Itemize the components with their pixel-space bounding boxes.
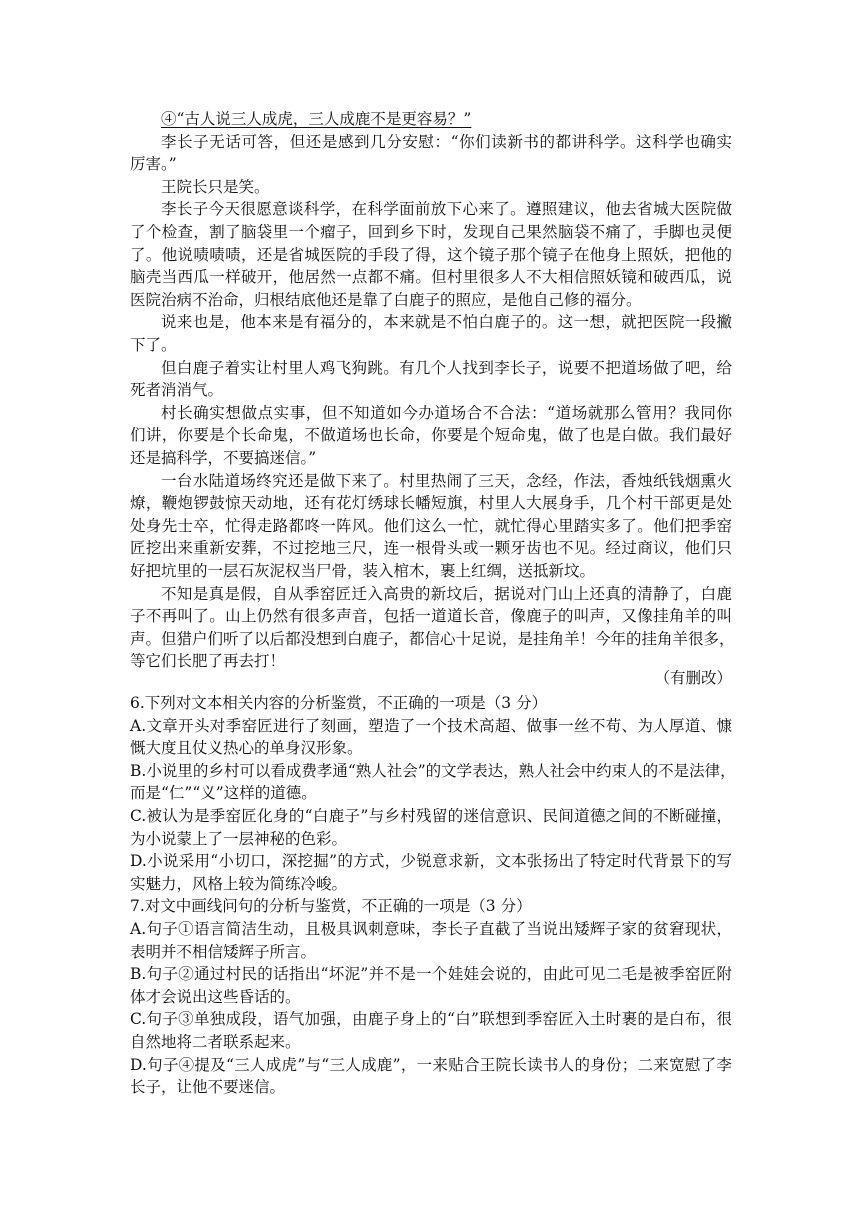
story-line (130, 108, 732, 130)
story-line: 燎，鞭炮锣鼓惊天动地，还有花灯绣球长幡短旗，村里人大展身手，几个村干部更是处 (130, 494, 732, 513)
story-line: 李长子无话可答，但还是感到几分安慰：“你们读新书的都讲科学。这科学也确实 (161, 132, 732, 151)
question-line: 长子，让他不要迷信。 (130, 1078, 286, 1097)
source-note: （有删改） (654, 669, 732, 687)
story-line: 了。他说啧啧啧，还是省城医院的手段了得，这个镜子那个镜子在他身上照妖，把他的 (130, 245, 732, 264)
story-line: 医院治病不治命，归根结底他还是靠了白鹿子的照应，是他自己修的福分。 (130, 290, 642, 309)
story-line: 脑壳当西瓜一样破开，他居然一点都不痛。但村里很多人不大相信照妖镜和破西瓜，说 (130, 268, 732, 287)
story-line: 等它们长肥了再去打！ (130, 652, 286, 671)
story-line: 匠挖出来重新安葬，不过挖地三尺，连一根骨头或一颗牙齿也不见。经过商议，他们只 (130, 539, 732, 558)
underlined-question: ④“古人说三人成虎，三人成鹿不是更容易？” (161, 110, 472, 128)
question-line: 而是“仁”“义”这样的道德。 (130, 784, 317, 803)
question-line: B.小说里的乡村可以看成费孝通“熟人社会”的文学表达，熟人社会中约束人的不是法律， (130, 761, 736, 780)
story-line: 厉害。” (130, 155, 177, 174)
question-line: 6.下列对文本相关内容的分析鉴赏，不正确的一项是（3 分） (130, 694, 548, 712)
question-line: B.句子②通过村民的话指出“坏泥”并不是一个娃娃会说的，由此可见二毛是被季窑匠附 (130, 965, 732, 984)
story-line: 死者消消气。 (130, 381, 224, 400)
story-line: 声。但猎户们听了以后都没想到白鹿子，都信心十足说，是挂角羊！今年的挂角羊很多， (130, 629, 735, 648)
question-line: 体才会说出这些昏话的。 (130, 987, 301, 1006)
story-line: 一台水陆道场终究还是做下来了。村里热闹了三天，念经，作法，香烛纸钱烟熏火 (161, 471, 732, 490)
story-line: 们讲，你要是个长命鬼，不做道场也长命，你要是个短命鬼，做了也是白做。我们最好 (130, 426, 732, 445)
story-line: 处身先士卒，忙得走路都咚一阵风。他们这么一忙，就忙得心里踏实多了。他们把季窑 (130, 516, 732, 535)
question-line: D.小说采用“小切口，深挖掘”的方式，少锐意求新，文本张扬出了特定时代背景下的写 (130, 852, 732, 871)
story-line: 还是搞科学，不要搞迷信。” (130, 449, 317, 467)
question-line: 表明并不相信矮辉子所言。 (130, 942, 317, 961)
story-line: 子不再叫了。山上仍然有很多声音，包括一道道长音，像鹿子的叫声，又像挂角羊的叫 (130, 607, 732, 626)
story-line: 不知是真是假，自从季窑匠迁入高贵的新坟后，据说对门山上还真的清静了，白鹿 (161, 584, 732, 603)
story-line: 但白鹿子着实让村里人鸡飞狗跳。有几个人找到李长子，说要不把道场做了吧，给 (161, 358, 732, 377)
story-line: 村长确实想做点实事，但不知道如今办道场合不合法：“道场就那么管用？我同你 (161, 403, 732, 422)
question-line: 为小说蒙上了一层神秘的色彩。 (130, 829, 348, 848)
question-line: C.被认为是季窑匠化身的“白鹿子”与乡村残留的迷信意识、民间道德之间的不断碰撞， (130, 807, 732, 825)
story-line: 李长子今天很愿意谈科学，在科学面前放下心来了。遵照建议，他去省城大医院做 (161, 200, 732, 219)
question-line: C.句子③单独成段，语气加强，由鹿子身上的“白”联想到季窑匠入土时裹的是白布，很 (130, 1010, 732, 1029)
story-line: 王院长只是笑。 (161, 177, 270, 196)
question-line: 慨大度且仗义热心的单身汉形象。 (130, 739, 363, 758)
story-line: 下了。 (130, 336, 177, 354)
question-line: 自然地将二者联系起来。 (130, 1033, 301, 1051)
question-line: A.句子①语言简洁生动，且极具讽刺意味，李长子直截了当说出矮辉子家的贫窘现状， (130, 920, 732, 938)
story-line: 说来也是，他本来是有福分的，本来就是不怕白鹿子的。这一想，就把医院一段撇 (161, 313, 732, 332)
question-line: D.句子④提及“三人成虎”与“三人成鹿”，一来贴合王院长读书人的身份；二来宽慰了李 (130, 1055, 732, 1074)
story-line: 了个检查，割了脑袋里一个瘤子，回到乡下时，发现自己果然脑袋不痛了，手脚也灵便 (130, 223, 732, 241)
question-line: 7.对文中画线问句的分析与鉴赏，不正确的一项是（3 分） (130, 897, 532, 916)
story-line: 好把坑里的一层石灰泥权当尸骨，装入棺木，裹上红绸，送抵新坟。 (130, 562, 596, 580)
question-line: 实魅力，风格上较为简练冷峻。 (130, 874, 348, 893)
question-line: A.文章开头对季窑匠进行了刻画，塑造了一个技术高超、做事一丝不苟、为人厚道、慷 (130, 716, 732, 735)
